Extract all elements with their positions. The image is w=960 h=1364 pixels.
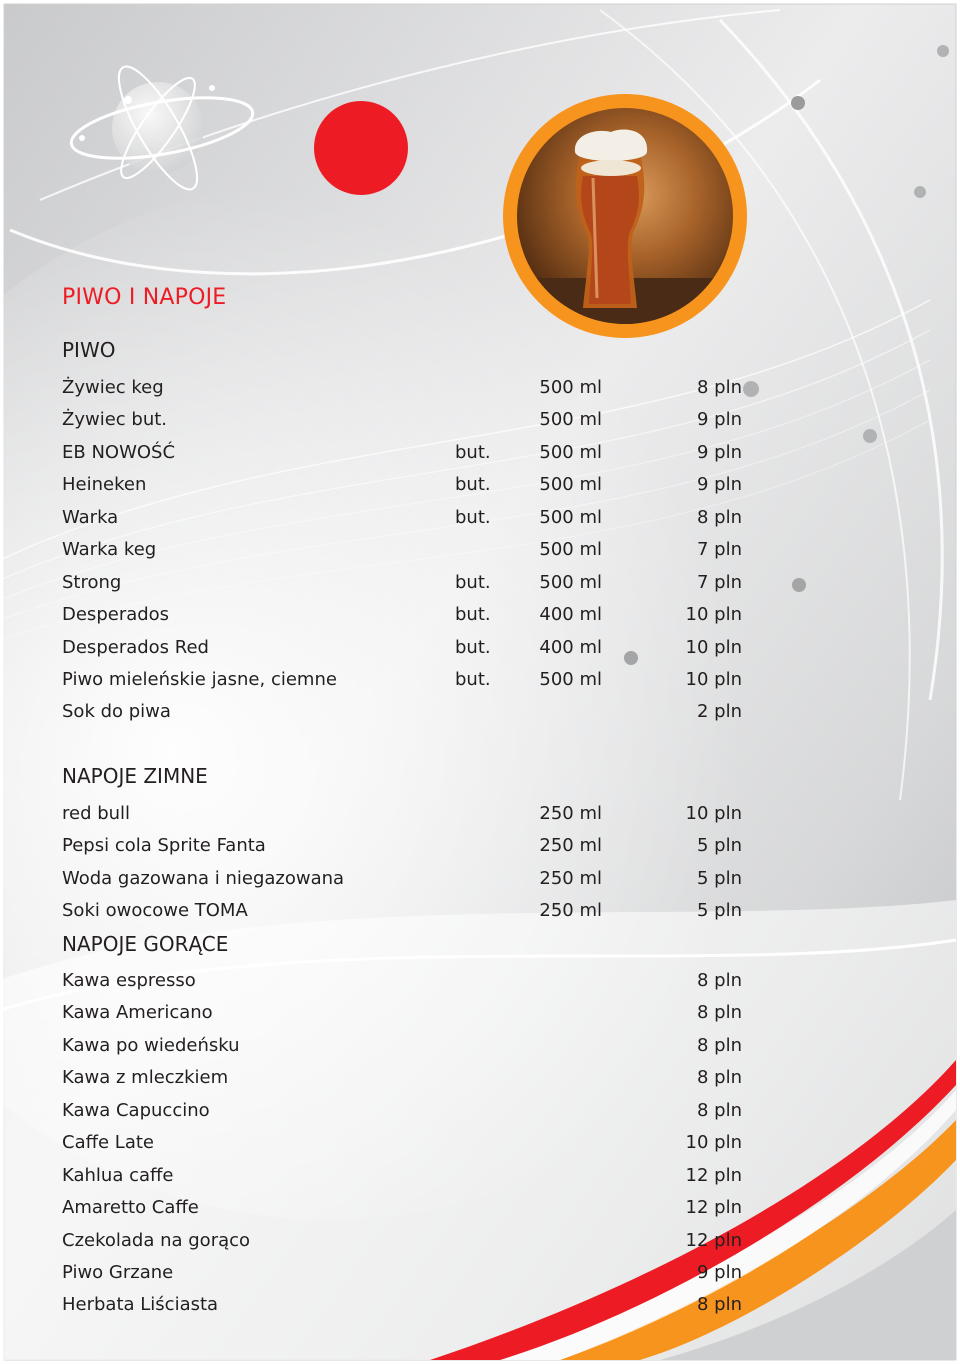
item-price: 8 pln	[696, 377, 742, 398]
item-name: Kawa po wiedeńsku	[62, 1034, 240, 1056]
item-name: red bull	[62, 803, 131, 824]
item-price: 7 pln	[696, 571, 742, 593]
menu-item-row	[0, 442, 960, 474]
menu-item-row	[0, 637, 960, 669]
menu-item-row	[0, 970, 960, 1002]
item-price: 10 pln	[685, 604, 742, 626]
beer-photo-frame	[503, 94, 747, 338]
menu-item-row	[0, 1067, 960, 1099]
item-name: Czekolada na gorąco	[62, 1229, 251, 1251]
item-price: 5 pln	[696, 835, 742, 857]
item-name: Żywiec keg	[62, 377, 164, 398]
item-name: Piwo Grzane	[62, 1261, 174, 1283]
menu-title: PIWO I NAPOJE	[62, 285, 227, 310]
section-title-hot-drinks: NAPOJE GORĄCE	[62, 932, 229, 956]
menu-item-row	[0, 1294, 960, 1326]
item-name: Piwo mieleńskie jasne, ciemne	[62, 668, 337, 690]
item-name: Woda gazowana i niegazowana	[62, 867, 345, 889]
item-name: Kawa Capuccino	[62, 1099, 210, 1121]
item-name: Warka keg	[62, 539, 157, 561]
item-price: 8 pln	[696, 1067, 742, 1089]
menu-item-row	[0, 803, 960, 835]
item-package: but.	[455, 604, 491, 626]
item-price: 9 pln	[696, 409, 742, 431]
item-name: Żywiec but.	[62, 409, 168, 431]
item-volume: 500 ml	[539, 441, 602, 463]
item-package: but.	[455, 668, 491, 690]
item-volume: 500 ml	[539, 474, 602, 496]
item-name: Amaretto Caffe	[62, 1197, 199, 1219]
item-name: Kawa espresso	[62, 970, 196, 991]
section-title-beer: PIWO	[62, 338, 116, 362]
item-name: Desperados Red	[62, 636, 209, 658]
item-price: 5 pln	[696, 900, 742, 922]
menu-item-row	[0, 409, 960, 441]
item-name: Herbata Liściasta	[62, 1294, 219, 1316]
item-price: 12 pln	[685, 1197, 742, 1219]
menu-item-row	[0, 604, 960, 636]
item-price: 10 pln	[685, 668, 742, 690]
item-price: 2 pln	[696, 701, 742, 723]
item-volume: 500 ml	[539, 377, 602, 398]
item-price: 9 pln	[696, 1261, 742, 1283]
item-price: 12 pln	[685, 1164, 742, 1186]
menu-item-row	[0, 900, 960, 932]
item-name: Sok do piwa	[62, 701, 171, 723]
menu-item-row	[0, 1132, 960, 1164]
item-volume: 250 ml	[539, 867, 602, 889]
item-volume: 250 ml	[539, 803, 602, 824]
item-price: 8 pln	[696, 506, 742, 528]
item-name: Desperados	[62, 604, 170, 626]
menu-item-row	[0, 377, 960, 409]
item-volume: 250 ml	[539, 900, 602, 922]
cold-drinks-list	[0, 803, 960, 933]
item-name: Kawa Americano	[62, 1002, 213, 1024]
item-volume: 500 ml	[539, 409, 602, 431]
item-price: 9 pln	[696, 474, 742, 496]
item-price: 5 pln	[696, 867, 742, 889]
menu-item-row	[0, 539, 960, 571]
item-name: Kawa z mleczkiem	[62, 1067, 229, 1089]
item-price: 10 pln	[685, 1132, 742, 1154]
menu-item-row	[0, 1165, 960, 1197]
menu-item-row	[0, 835, 960, 867]
menu-item-row	[0, 1100, 960, 1132]
item-name: EB NOWOŚĆ	[62, 441, 176, 463]
item-price: 10 pln	[685, 803, 742, 824]
item-name: Pepsi cola Sprite Fanta	[62, 835, 266, 857]
item-package: but.	[455, 571, 491, 593]
item-name: Heineken	[62, 474, 147, 496]
item-name: Caffe Late	[62, 1132, 154, 1154]
item-volume: 500 ml	[539, 506, 602, 528]
item-volume: 400 ml	[539, 604, 602, 626]
section-title-cold-drinks: NAPOJE ZIMNE	[62, 764, 208, 788]
item-price: 10 pln	[685, 636, 742, 658]
menu-item-row	[0, 1002, 960, 1034]
item-price: 7 pln	[696, 539, 742, 561]
item-name: Soki owocowe TOMA	[62, 900, 248, 922]
item-volume: 500 ml	[539, 571, 602, 593]
item-package: but.	[455, 636, 491, 658]
menu-item-row	[0, 1262, 960, 1294]
item-name: Strong	[62, 571, 122, 593]
item-package: but.	[455, 441, 491, 463]
beer-glass-photo	[517, 108, 733, 324]
item-volume: 250 ml	[539, 835, 602, 857]
menu-item-row	[0, 507, 960, 539]
item-package: but.	[455, 474, 491, 496]
menu-item-row	[0, 1230, 960, 1262]
item-price: 8 pln	[696, 1099, 742, 1121]
menu-item-row	[0, 701, 960, 733]
item-name: Kahlua caffe	[62, 1164, 174, 1186]
item-price: 12 pln	[685, 1229, 742, 1251]
item-price: 8 pln	[696, 1294, 742, 1316]
item-volume: 400 ml	[539, 636, 602, 658]
hot-drinks-list	[0, 970, 960, 1327]
menu-item-row	[0, 572, 960, 604]
item-price: 9 pln	[696, 441, 742, 463]
item-price: 8 pln	[696, 970, 742, 991]
item-price: 8 pln	[696, 1034, 742, 1056]
menu-item-row	[0, 474, 960, 506]
item-volume: 500 ml	[539, 539, 602, 561]
menu-item-row	[0, 669, 960, 701]
menu-item-row	[0, 1197, 960, 1229]
item-price: 8 pln	[696, 1002, 742, 1024]
item-package: but.	[455, 506, 491, 528]
item-name: Warka	[62, 506, 119, 528]
beer-list	[0, 377, 960, 734]
menu-item-row	[0, 868, 960, 900]
item-volume: 500 ml	[539, 668, 602, 690]
menu-item-row	[0, 1035, 960, 1067]
